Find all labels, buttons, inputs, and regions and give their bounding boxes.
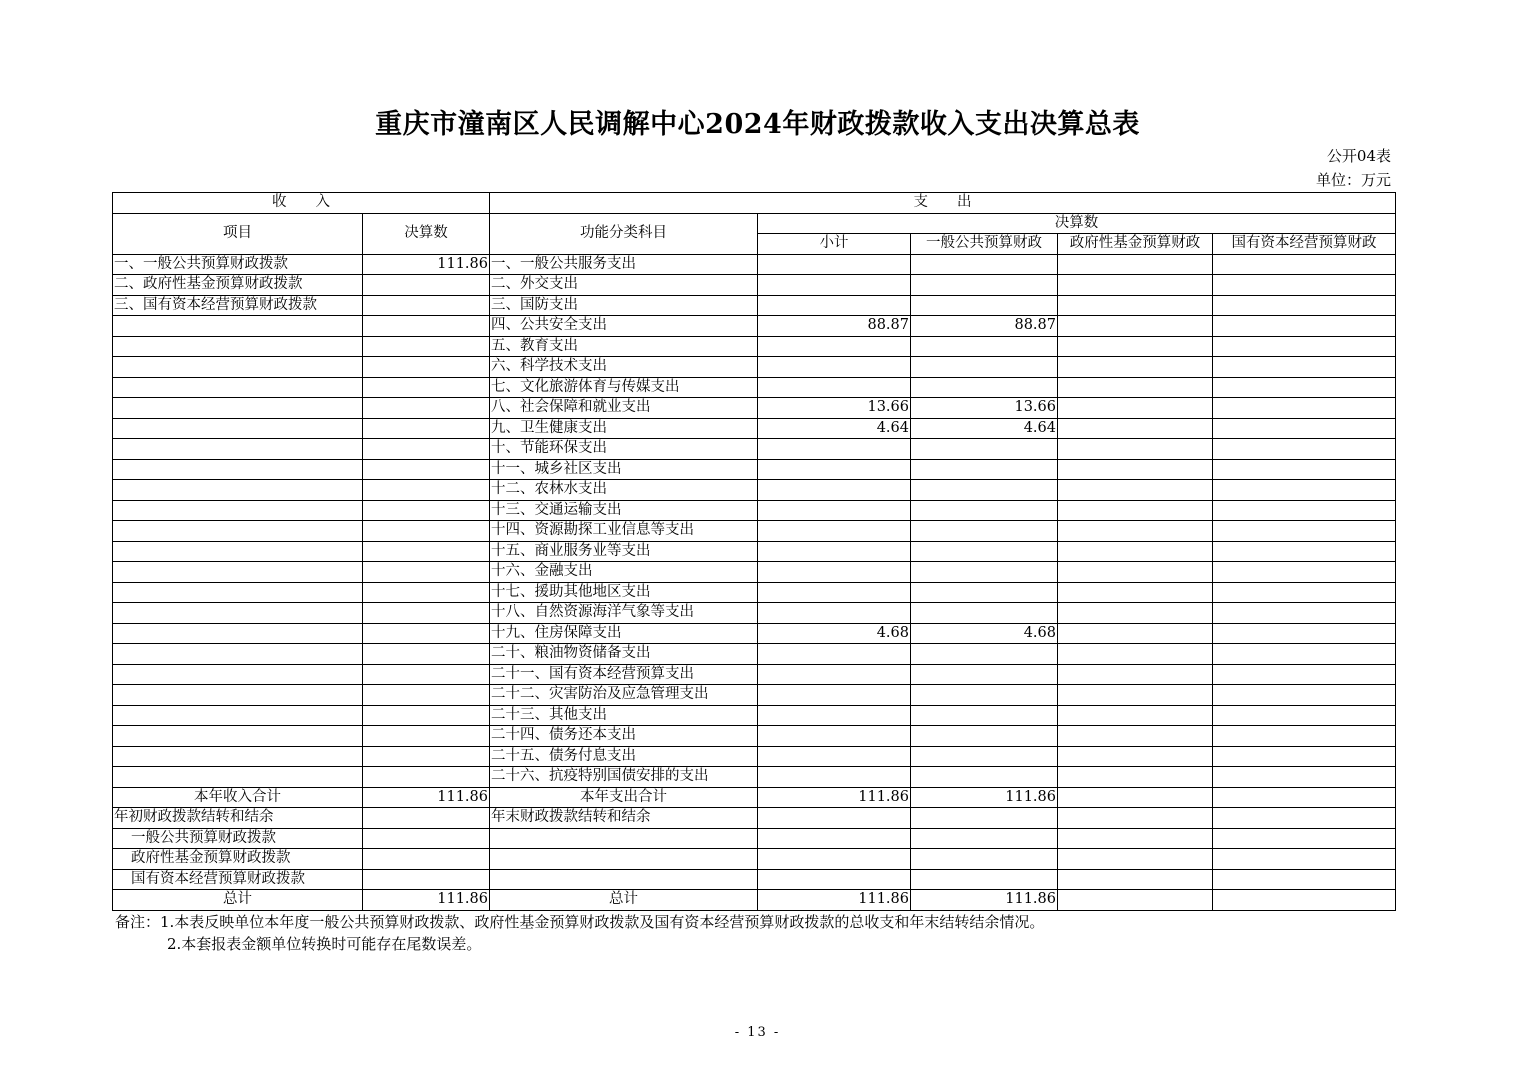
expense-general-cell [911,767,1058,788]
income-amount-cell [363,480,490,501]
table-row [113,500,1396,521]
expense-subtotal-cell: 4.64 [758,418,911,439]
income-amount-cell [363,521,490,542]
income-amount-cell [363,541,490,562]
expense-general-cell: 4.64 [911,418,1058,439]
expense-subtotal-cell [758,377,911,398]
income-item-cell: 三、国有资本经营预算财政拨款 [113,295,363,316]
expense-fund-cell [1058,459,1213,480]
grand-expense-total-label: 总计 [490,890,758,911]
expense-subtotal-cell [758,644,911,665]
expense-item-cell: 二十四、债务还本支出 [490,726,758,747]
carryover-item-general: 一般公共预算财政拨款 [113,828,363,849]
table-row [113,377,1396,398]
expense-capital-cell [1213,418,1396,439]
income-amount-cell [363,767,490,788]
expense-item-cell: 十五、商业服务业等支出 [490,541,758,562]
expense-general-cell [911,705,1058,726]
expense-general-cell: 4.68 [911,623,1058,644]
table-row [113,521,1396,542]
income-amount-cell [363,295,490,316]
grand-expense-fund [1058,890,1213,911]
expense-general-cell: 13.66 [911,398,1058,419]
expense-capital-cell [1213,541,1396,562]
expense-fund-cell [1058,500,1213,521]
table-row [113,644,1396,665]
expense-subtotal-cell [758,459,911,480]
expense-general-cell [911,603,1058,624]
expense-fund-cell [1058,726,1213,747]
expense-capital-cell [1213,254,1396,275]
income-amount-cell [363,726,490,747]
carryover-item-fund: 政府性基金预算财政拨款 [113,849,363,870]
expense-fund-cell [1058,398,1213,419]
table-row [113,664,1396,685]
table-row [113,726,1396,747]
table-row [113,295,1396,316]
expense-fund-cell [1058,623,1213,644]
income-amount-cell [363,316,490,337]
income-amount-cell [363,582,490,603]
expense-fund-cell [1058,521,1213,542]
income-amount-cell [363,459,490,480]
expense-capital-cell [1213,336,1396,357]
table-row [113,746,1396,767]
expense-general-cell [911,521,1058,542]
note-2: 2.本套报表金额单位转换时可能存在尾数误差。 [167,935,482,953]
income-amount-cell [363,275,490,296]
note-1: 备注：1.本表反映单位本年度一般公共预算财政拨款、政府性基金预算财政拨款及国有资本经营预算财政拨款的总收支和年末结转结余情况。 [115,913,1045,931]
carryover-item-row [113,849,1396,870]
expense-subtotal-cell [758,746,911,767]
income-item-cell [113,480,363,501]
expense-capital-cell [1213,398,1396,419]
expense-capital-cell [1213,746,1396,767]
expense-subtotal-cell: 88.87 [758,316,911,337]
table-row [113,254,1396,275]
expense-subtotal-cell [758,664,911,685]
expense-item-cell: 一、一般公共服务支出 [490,254,758,275]
table-row [113,398,1396,419]
expense-item-cell: 二十六、抗疫特别国债安排的支出 [490,767,758,788]
table-row [113,275,1396,296]
general-budget-header: 一般公共预算财政 [911,234,1058,255]
expense-capital-cell [1213,644,1396,665]
table-row [113,418,1396,439]
begin-carryover-label: 年初财政拨款结转和结余 [113,808,363,829]
expense-capital-cell [1213,767,1396,788]
expense-fund-cell [1058,541,1213,562]
table-row [113,480,1396,501]
expense-fund-cell [1058,357,1213,378]
expense-fund-cell [1058,562,1213,583]
expense-general-cell [911,644,1058,665]
expense-subtotal-cell [758,582,911,603]
income-amount-cell [363,746,490,767]
expense-fund-cell [1058,275,1213,296]
expense-general-cell [911,480,1058,501]
form-number: 公开04表 [1326,147,1391,165]
expense-item-cell: 十四、资源勘探工业信息等支出 [490,521,758,542]
expense-capital-cell [1213,603,1396,624]
expense-capital-cell [1213,685,1396,706]
expense-fund-cell [1058,582,1213,603]
income-amount-cell [363,562,490,583]
table-row [113,336,1396,357]
expense-general-cell [911,439,1058,460]
expense-subtotal-cell [758,726,911,747]
income-item-cell [113,541,363,562]
grand-income-total-label: 总计 [113,890,363,911]
expense-item-cell: 七、文化旅游体育与传媒支出 [490,377,758,398]
expense-general-cell [911,275,1058,296]
expense-subtotal-cell [758,295,911,316]
expense-subtotal-cell [758,254,911,275]
income-amount-cell [363,623,490,644]
function-category-header: 功能分类科目 [490,213,758,254]
expense-general-cell [911,500,1058,521]
expense-general-cell [911,664,1058,685]
income-item-cell [113,316,363,337]
expense-fund-cell [1058,746,1213,767]
table-row [113,623,1396,644]
gov-fund-header: 政府性基金预算财政 [1058,234,1213,255]
expense-subtotal-cell: 13.66 [758,398,911,419]
state-capital-header: 国有资本经营预算财政 [1213,234,1396,255]
grand-expense-capital [1213,890,1396,911]
expense-item-cell: 六、科学技术支出 [490,357,758,378]
expense-item-cell: 十八、自然资源海洋气象等支出 [490,603,758,624]
table-row [113,439,1396,460]
income-item-cell [113,377,363,398]
header-row-2 [113,213,1396,234]
income-item-cell [113,562,363,583]
income-amount-cell [363,664,490,685]
notes [115,911,1044,955]
expense-item-cell: 三、国防支出 [490,295,758,316]
income-item-cell [113,726,363,747]
expense-capital-cell [1213,480,1396,501]
income-item-cell [113,582,363,603]
year-expense-subtotal: 111.86 [758,787,911,808]
expense-item-cell: 二十一、国有资本经营预算支出 [490,664,758,685]
expense-capital-cell [1213,582,1396,603]
expense-subtotal-cell: 4.68 [758,623,911,644]
income-amount-cell: 111.86 [363,254,490,275]
year-expense-general: 111.86 [911,787,1058,808]
carryover-item-row [113,869,1396,890]
expense-fund-cell [1058,644,1213,665]
amount-header: 决算数 [363,213,490,254]
income-item-cell [113,336,363,357]
income-item-cell [113,418,363,439]
expense-capital-cell [1213,521,1396,542]
year-expense-fund [1058,787,1213,808]
income-item-cell [113,644,363,665]
income-amount-cell [363,377,490,398]
expense-general-cell [911,541,1058,562]
expense-general-cell [911,685,1058,706]
income-item-cell [113,664,363,685]
expense-capital-cell [1213,623,1396,644]
income-item-cell [113,459,363,480]
income-amount-cell [363,418,490,439]
expense-item-cell: 二十五、债务付息支出 [490,746,758,767]
expense-general-cell [911,746,1058,767]
expense-fund-cell [1058,295,1213,316]
expense-subtotal-cell [758,562,911,583]
subtotal-header: 小计 [758,234,911,255]
expense-subtotal-cell [758,767,911,788]
expense-general-cell [911,336,1058,357]
finance-summary-table [112,192,1396,911]
expense-capital-cell [1213,664,1396,685]
table-row [113,705,1396,726]
expense-capital-cell [1213,377,1396,398]
expense-subtotal-cell [758,705,911,726]
expense-item-cell: 二十二、灾害防治及应急管理支出 [490,685,758,706]
expense-fund-cell [1058,705,1213,726]
expense-item-cell: 二、外交支出 [490,275,758,296]
expense-subtotal-cell [758,275,911,296]
income-item-cell: 一、一般公共预算财政拨款 [113,254,363,275]
expense-general-cell: 88.87 [911,316,1058,337]
income-item-cell [113,746,363,767]
expense-capital-cell [1213,275,1396,296]
expense-fund-cell [1058,254,1213,275]
expense-general-cell [911,726,1058,747]
table-row [113,685,1396,706]
income-item-cell [113,521,363,542]
expense-capital-cell [1213,500,1396,521]
carryover-item-capital: 国有资本经营预算财政拨款 [113,869,363,890]
year-income-total-amount: 111.86 [363,787,490,808]
expense-subtotal-cell [758,480,911,501]
expense-item-cell: 十七、援助其他地区支出 [490,582,758,603]
income-item-cell [113,767,363,788]
income-item-cell: 二、政府性基金预算财政拨款 [113,275,363,296]
item-header: 项目 [113,213,363,254]
year-income-total-label: 本年收入合计 [113,787,363,808]
table-row [113,541,1396,562]
expense-capital-cell [1213,295,1396,316]
expense-item-cell: 十一、城乡社区支出 [490,459,758,480]
income-amount-cell [363,603,490,624]
expense-fund-cell [1058,439,1213,460]
expense-subtotal-cell [758,685,911,706]
expense-general-cell [911,357,1058,378]
begin-carryover-amount [363,808,490,829]
expense-fund-cell [1058,664,1213,685]
income-item-cell [113,398,363,419]
income-amount-cell [363,439,490,460]
expense-subtotal-cell [758,439,911,460]
expense-fund-cell [1058,336,1213,357]
income-amount-cell [363,644,490,665]
expense-general-cell [911,254,1058,275]
expense-item-cell: 十三、交通运输支出 [490,500,758,521]
expense-item-cell: 五、教育支出 [490,336,758,357]
expense-fund-cell [1058,767,1213,788]
end-carryover-label: 年末财政拨款结转和结余 [490,808,758,829]
expense-capital-cell [1213,357,1396,378]
page-title: 重庆市潼南区人民调解中心2024年财政拨款收入支出决算总表 [375,109,1140,140]
expense-general-cell [911,582,1058,603]
grand-expense-subtotal: 111.86 [758,890,911,911]
expense-capital-cell [1213,726,1396,747]
expense-item-cell: 八、社会保障和就业支出 [490,398,758,419]
page-number: - 13 - [734,1025,781,1040]
expense-item-cell: 十二、农林水支出 [490,480,758,501]
income-amount-cell [363,705,490,726]
expense-general-cell [911,562,1058,583]
expense-subtotal-cell [758,500,911,521]
expense-capital-cell [1213,439,1396,460]
year-total-row [113,787,1396,808]
expense-item-cell: 九、卫生健康支出 [490,418,758,439]
expense-capital-cell [1213,562,1396,583]
expense-fund-cell [1058,316,1213,337]
income-amount-cell [363,357,490,378]
expense-item-cell: 十、节能环保支出 [490,439,758,460]
income-amount-cell [363,398,490,419]
year-expense-total-label: 本年支出合计 [490,787,758,808]
carryover-item-row [113,828,1396,849]
table-row [113,767,1396,788]
table-row [113,603,1396,624]
expense-item-cell: 二十、粮油物资储备支出 [490,644,758,665]
grand-income-total-amount: 111.86 [363,890,490,911]
final-amount-header: 决算数 [758,213,1396,234]
expense-fund-cell [1058,480,1213,501]
expense-fund-cell [1058,685,1213,706]
expense-subtotal-cell [758,357,911,378]
income-item-cell [113,623,363,644]
table-row [113,357,1396,378]
grand-total-row [113,890,1396,911]
income-item-cell [113,500,363,521]
expense-general-cell [911,295,1058,316]
expense-item-cell: 十六、金融支出 [490,562,758,583]
header-row-1 [113,193,1396,214]
expense-subtotal-cell [758,521,911,542]
expense-capital-cell [1213,316,1396,337]
expense-fund-cell [1058,377,1213,398]
expense-fund-cell [1058,603,1213,624]
income-item-cell [113,357,363,378]
expense-capital-cell [1213,459,1396,480]
expense-subtotal-cell [758,541,911,562]
year-expense-capital [1213,787,1396,808]
expense-capital-cell [1213,705,1396,726]
income-amount-cell [363,500,490,521]
grand-expense-general: 111.86 [911,890,1058,911]
income-item-cell [113,705,363,726]
table-row [113,316,1396,337]
expense-general-cell [911,459,1058,480]
table-row [113,459,1396,480]
income-amount-cell [363,685,490,706]
expense-item-cell: 二十三、其他支出 [490,705,758,726]
expense-fund-cell [1058,418,1213,439]
table-row [113,562,1396,583]
unit-label: 单位：万元 [1315,171,1391,189]
expense-subtotal-cell [758,603,911,624]
expense-header: 支 出 [490,193,1396,214]
income-amount-cell [363,336,490,357]
expense-subtotal-cell [758,336,911,357]
carryover-row [113,808,1396,829]
expense-general-cell [911,377,1058,398]
income-item-cell [113,603,363,624]
income-item-cell [113,439,363,460]
expense-item-cell: 四、公共安全支出 [490,316,758,337]
income-header: 收 入 [113,193,490,214]
income-item-cell [113,685,363,706]
expense-item-cell: 十九、住房保障支出 [490,623,758,644]
table-row [113,582,1396,603]
